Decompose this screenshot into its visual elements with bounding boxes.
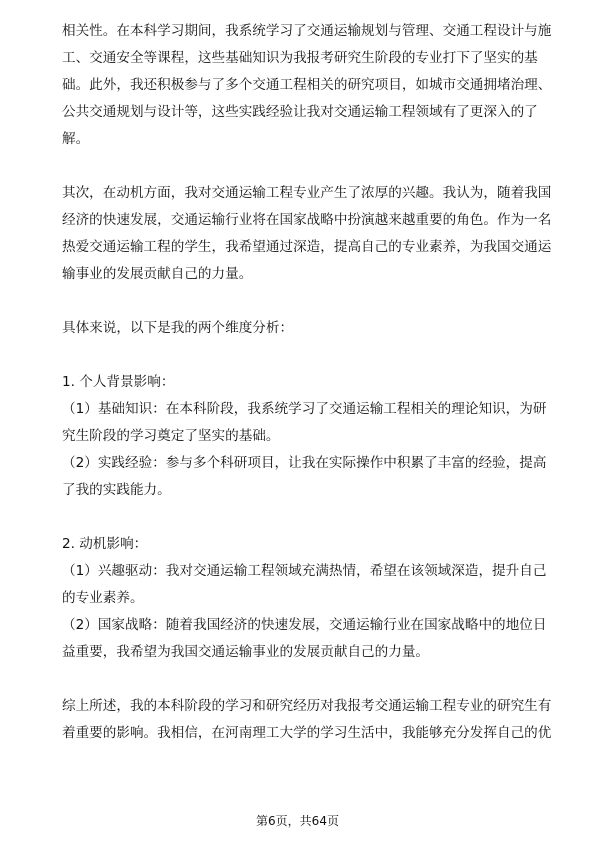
paragraph-conclusion (62, 693, 558, 747)
page-number: 第6页，共64页 (256, 814, 339, 828)
text-line: 解。 (62, 131, 90, 147)
text-line: 工、交通安全等课程，这些基础知识为我报考研究生阶段的专业打下了坚实的基 (62, 50, 538, 66)
text-line: 其次，在动机方面，我对交通运输工程专业产生了浓厚的兴趣。我认为，随着我国 (62, 185, 552, 201)
text-line: 具体来说，以下是我的两个维度分析： (62, 320, 294, 336)
section-motivation-impact (62, 531, 558, 666)
text-line: 益重要，我希望为我国交通运输事业的发展贡献自己的力量。 (62, 644, 430, 660)
text-line: （1）基础知识：在本科阶段，我系统学习了交通运输工程相关的理论知识，为研 (62, 401, 547, 417)
paragraph-gap (62, 153, 558, 180)
section-heading: 1. 个人背景影响： (62, 374, 175, 390)
section-personal-background (62, 369, 558, 504)
paragraph-gap (62, 342, 558, 369)
text-line: 础。此外，我还积极参与了多个交通工程相关的研究项目，如城市交通拥堵治理、 (62, 77, 552, 93)
paragraph-motivation (62, 180, 558, 288)
text-line: 了我的实践能力。 (62, 482, 171, 498)
text-line: 着重要的影响。我相信，在河南理工大学的学习生活中，我能够充分发挥自己的优 (62, 725, 552, 741)
text-line: 经济的快速发展，交通运输行业将在国家战略中扮演越来越重要的角色。作为一名 (62, 212, 552, 228)
text-line: （2）实践经验：参与多个科研项目，让我在实际操作中积累了丰富的经验，提高 (62, 455, 547, 471)
text-line: 热爱交通运输工程的学生，我希望通过深造，提高自己的专业素养，为我国交通运 (62, 239, 552, 255)
document-body (62, 18, 558, 747)
text-line: （1）兴趣驱动：我对交通运输工程领域充满热情，希望在该领域深造，提升自己 (62, 563, 547, 579)
text-line: 公共交通规划与设计等，这些实践经验让我对交通运输工程领域有了更深入的了 (62, 104, 538, 120)
text-line: 综上所述，我的本科阶段的学习和研究经历对我报考交通运输工程专业的研究生有 (62, 698, 552, 714)
text-line: 相关性。在本科学习期间，我系统学习了交通运输规划与管理、交通工程设计与施 (62, 23, 552, 39)
paragraph-background (62, 18, 558, 153)
paragraph-gap (62, 666, 558, 693)
paragraph-gap (62, 504, 558, 531)
text-line: 输事业的发展贡献自己的力量。 (62, 266, 253, 282)
section-heading: 2. 动机影响： (62, 536, 148, 552)
text-line: 的专业素养。 (62, 590, 144, 606)
text-line: （2）国家战略：随着我国经济的快速发展，交通运输行业在国家战略中的地位日 (62, 617, 547, 633)
text-line: 究生阶段的学习奠定了坚实的基础。 (62, 428, 280, 444)
paragraph-gap (62, 288, 558, 315)
paragraph-intro-analysis (62, 315, 558, 342)
